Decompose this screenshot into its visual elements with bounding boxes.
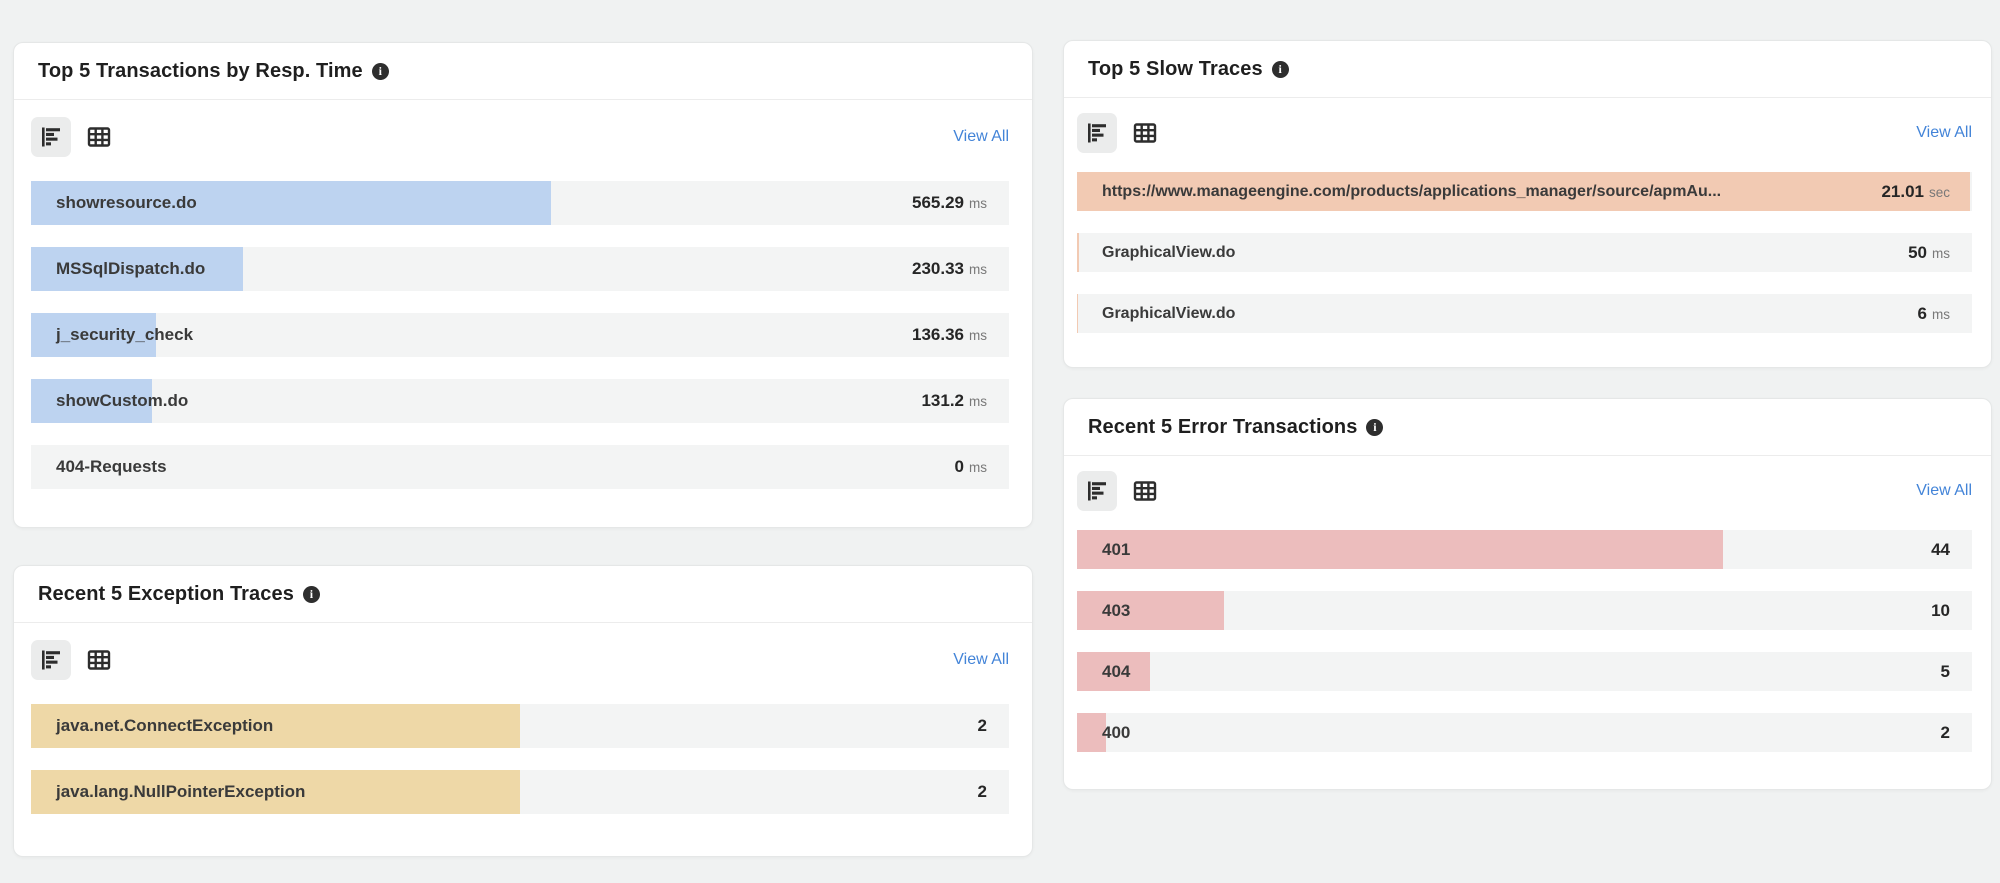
info-icon[interactable]: i xyxy=(372,63,389,80)
panel-toolbar xyxy=(1077,110,1972,156)
row-value: 6 ms xyxy=(1917,303,1950,323)
bar-row[interactable] xyxy=(31,181,1009,225)
table-view-button[interactable] xyxy=(81,117,117,157)
row-value: 50 ms xyxy=(1908,242,1950,262)
panel-title xyxy=(38,60,389,83)
bar-row[interactable] xyxy=(31,704,1009,748)
row-label: java.lang.NullPointerException xyxy=(56,782,306,801)
row-value: 136.36 ms xyxy=(912,325,987,344)
row-value: 230.33 ms xyxy=(912,259,987,278)
panel-title xyxy=(1088,58,1289,81)
table-view-button[interactable] xyxy=(81,640,117,680)
panel-exception-traces xyxy=(13,565,1033,857)
bar-chart-icon xyxy=(39,648,63,672)
bar-chart-icon xyxy=(39,125,63,149)
table-icon xyxy=(86,648,112,672)
row-value: 565.29 ms xyxy=(912,193,987,212)
bar-fill xyxy=(1077,530,1723,569)
row-label: 404 xyxy=(1102,661,1131,681)
bar-fill xyxy=(1077,591,1224,630)
table-icon xyxy=(1132,479,1158,503)
view-toggles xyxy=(31,117,117,157)
panel-header xyxy=(14,566,1032,623)
row-label: 403 xyxy=(1102,600,1131,620)
row-value: 21.01 sec xyxy=(1881,181,1950,201)
bar-chart-view-button[interactable] xyxy=(1077,471,1117,511)
bar-row[interactable] xyxy=(1077,591,1972,630)
panel-title-text: Recent 5 Exception Traces xyxy=(38,582,294,605)
view-toggles xyxy=(1077,471,1163,511)
info-icon[interactable]: i xyxy=(303,586,320,603)
bar-row[interactable] xyxy=(1077,652,1972,691)
panel-slow-traces xyxy=(1063,40,1992,368)
panel-toolbar xyxy=(31,114,1009,160)
row-value: 0 ms xyxy=(954,457,987,476)
row-value: 44 xyxy=(1931,539,1950,559)
view-all-link[interactable]: View All xyxy=(953,128,1009,145)
row-label: showCustom.do xyxy=(56,391,189,410)
panel-top5-transactions xyxy=(13,42,1033,528)
row-label: GraphicalView.do xyxy=(1102,304,1236,322)
info-icon[interactable]: i xyxy=(1366,419,1383,436)
bar-row[interactable] xyxy=(31,770,1009,814)
panel-toolbar xyxy=(31,637,1009,683)
panel-header xyxy=(14,43,1032,100)
row-label: https://www.manageengine.com/products/applications_manager/source/apmAu... xyxy=(1102,182,1722,200)
bar-row[interactable] xyxy=(1077,233,1972,272)
row-value: 10 xyxy=(1931,600,1950,620)
row-value: 2 xyxy=(977,716,987,735)
panel-title-text: Top 5 Slow Traces xyxy=(1088,57,1263,80)
row-value: 5 xyxy=(1940,661,1950,681)
info-icon[interactable]: i xyxy=(1272,61,1289,78)
panel-title xyxy=(1088,416,1383,439)
row-label: java.net.ConnectException xyxy=(56,716,274,735)
bar-rows xyxy=(1077,172,1972,355)
panel-header xyxy=(1064,399,1991,456)
row-label: 404-Requests xyxy=(56,457,167,476)
bar-rows xyxy=(1077,530,1972,774)
row-label: MSSqlDispatch.do xyxy=(56,259,206,278)
view-toggles xyxy=(31,640,117,680)
bar-row[interactable] xyxy=(1077,713,1972,752)
table-view-button[interactable] xyxy=(1127,113,1163,153)
bar-chart-view-button[interactable] xyxy=(31,640,71,680)
row-label: j_security_check xyxy=(56,325,194,344)
panel-title-text: Recent 5 Error Transactions xyxy=(1088,415,1358,438)
table-icon xyxy=(86,125,112,149)
bar-fill xyxy=(1077,233,1079,272)
table-icon xyxy=(1132,121,1158,145)
bar-chart-icon xyxy=(1085,121,1109,145)
row-label: 400 xyxy=(1102,722,1131,742)
panel-title xyxy=(38,583,320,606)
bar-rows xyxy=(31,181,1009,511)
panel-toolbar xyxy=(1077,468,1972,514)
bar-row[interactable] xyxy=(1077,294,1972,333)
row-value: 2 xyxy=(977,782,987,801)
bar-rows xyxy=(31,704,1009,836)
row-value: 131.2 ms xyxy=(921,391,987,410)
bar-row[interactable] xyxy=(31,379,1009,423)
bar-row[interactable] xyxy=(1077,530,1972,569)
bar-row[interactable] xyxy=(1077,172,1972,211)
row-label: showresource.do xyxy=(56,193,197,212)
bar-row[interactable] xyxy=(31,313,1009,357)
bar-row[interactable] xyxy=(31,247,1009,291)
row-label: GraphicalView.do xyxy=(1102,243,1236,261)
bar-chart-icon xyxy=(1085,479,1109,503)
panel-error-transactions xyxy=(1063,398,1992,790)
row-label: 401 xyxy=(1102,539,1131,559)
panel-header xyxy=(1064,41,1991,98)
view-all-link[interactable]: View All xyxy=(1916,482,1972,499)
view-toggles xyxy=(1077,113,1163,153)
bar-chart-view-button[interactable] xyxy=(1077,113,1117,153)
table-view-button[interactable] xyxy=(1127,471,1163,511)
bar-row[interactable] xyxy=(31,445,1009,489)
view-all-link[interactable]: View All xyxy=(953,651,1009,668)
row-value: 2 xyxy=(1940,722,1950,742)
view-all-link[interactable]: View All xyxy=(1916,124,1972,141)
panel-title-text: Top 5 Transactions by Resp. Time xyxy=(38,59,363,82)
bar-chart-view-button[interactable] xyxy=(31,117,71,157)
